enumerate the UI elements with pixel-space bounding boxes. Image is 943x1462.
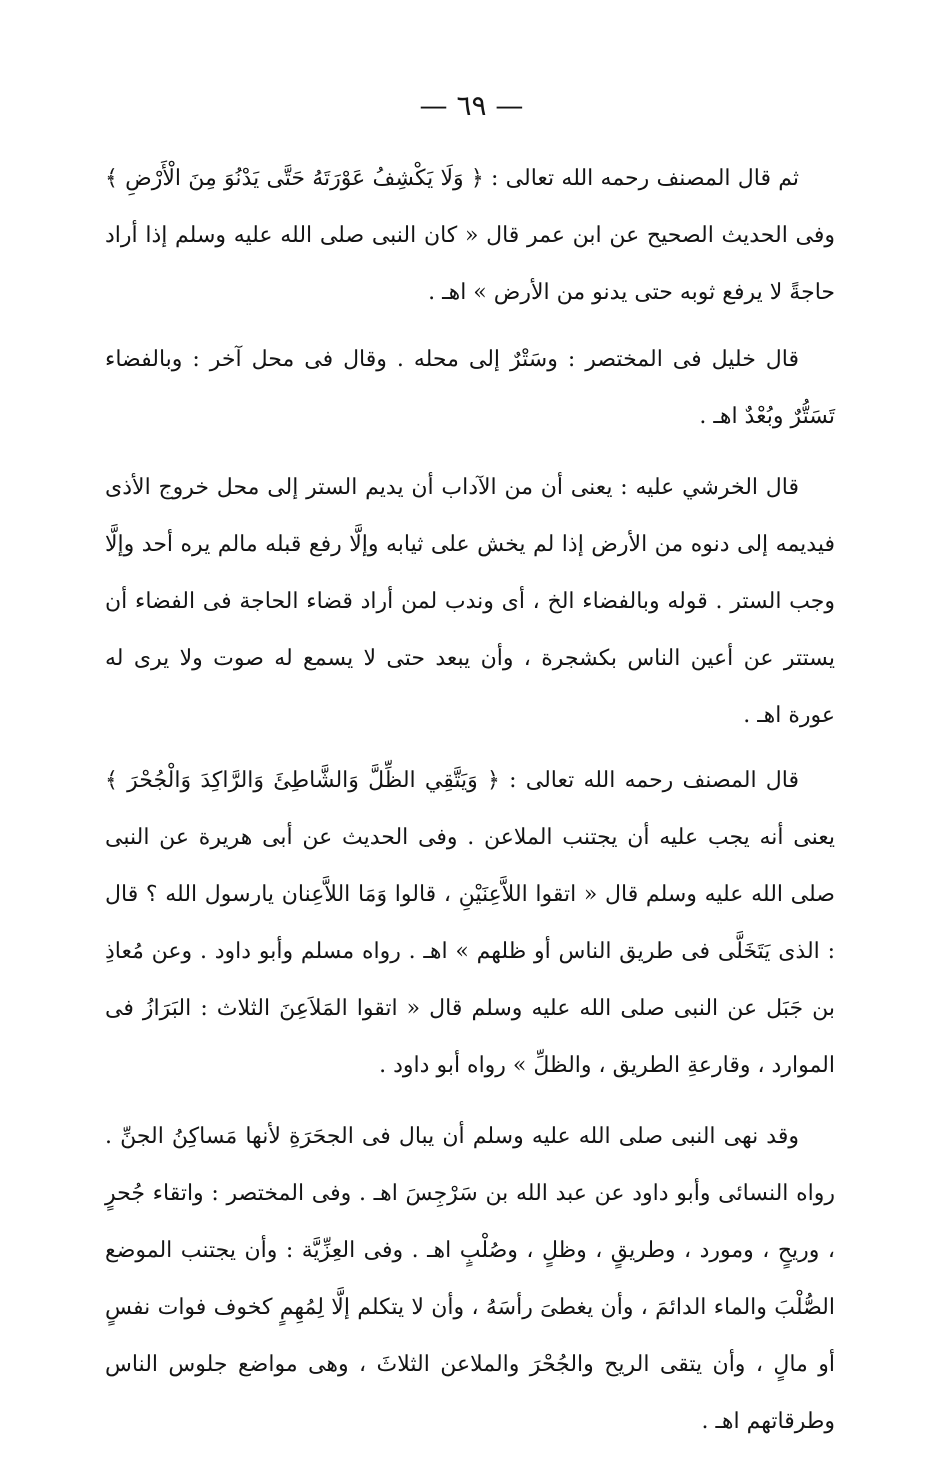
paragraph-5: وقد نهى النبى صلى الله عليه وسلم أن يبال فى الجحَرَةِ لأنها مَساكِنُ الجنِّ . رواه النسائى وأبو داود عن عبد الله بن سَرْجِسَ اهـ . وفى المختصر : واتقاء جُحرٍ ، وريحٍ ، ومورد ، وطريقٍ ، وظلٍ ، وصُلْبٍ اهـ . وفى العِزِّيَّة : وأن يجتنب الموضع الصُّلْبَ والماء الدائمَ ، وأن يغطىَ رأسَهُ ، وأن لا يتكلم إلَّا لِمُهِمٍ كخوف فوات نفسٍ أو مالٍ ، وأن يتقى الريح والجُحْرَ والملاعن الثلاثَ ، وهى مواضع جلوس الناس وطرقاتهم اهـ .: [105, 1124, 835, 1434]
paragraph-4: قال المصنف رحمه الله تعالى : ﴿ وَيَتَّقِي الظِّلَّ وَالشَّاطِئَ وَالرَّاكِدَ وَالْجُحْرَ ﴾ يعنى أنه يجب عليه أن يجتنب الملاعن . وفى الحديث عن أبى هريرة عن النبى صلى الله عليه وسلم قال « اتقوا اللاَّعِنَيْنِ ، قالوا وَمَا اللاَّعِنان يارسول الله ؟ قال : الذى يَتَخَلَّى فى طريق الناس أو ظلهم » اهـ . رواه مسلم وأبو داود . وعن مُعاذِ بن جَبَل عن النبى صلى الله عليه وسلم قال « اتقوا المَلاَعِنَ الثلاث : البَرَازُ فى الموارد ، وقارعةِ الطريق ، والظلِّ » رواه أبو داود .: [105, 768, 835, 1078]
paragraph-3: قال الخرشي عليه : يعنى أن من الآداب أن يديم الستر إلى محل خروج الأذى فيديمه إلى دنوه من الأرض إذا لم يخش على ثيابه وإلَّا رفع قبله مالم يره أحد وإلَّا وجب الستر . قوله وبالفضاء الخ ، أى وندب لمن أراد قضاء الحاجة فى الفضاء أن يستتر عن أعين الناس بكشجرة ، وأن يبعد حتى لا يسمع له صوت ولا يرى له عورة اهـ .: [105, 475, 835, 728]
paragraph-1: ثم قال المصنف رحمه الله تعالى : ﴿ وَلَا يَكْشِفُ عَوْرَتَهُ حَتَّى يَدْنُوَ مِنَ الْأَرْضِ ﴾ وفى الحديث الصحيح عن ابن عمر قال « كان النبى صلى الله عليه وسلم إذا أراد حاجةً لا يرفع ثوبه حتى يدنو من الأرض » اهـ .: [105, 166, 835, 305]
body-text: [105, 150, 835, 1462]
paragraph-2: قال خليل فى المختصر : وسَتْرٌ إلى محله . وقال فى محل آخر : وبالفضاء تَسَتُّرٌ وبُعْدٌ اهـ .: [105, 347, 835, 429]
page-number: — ٦٩ —: [419, 89, 524, 122]
